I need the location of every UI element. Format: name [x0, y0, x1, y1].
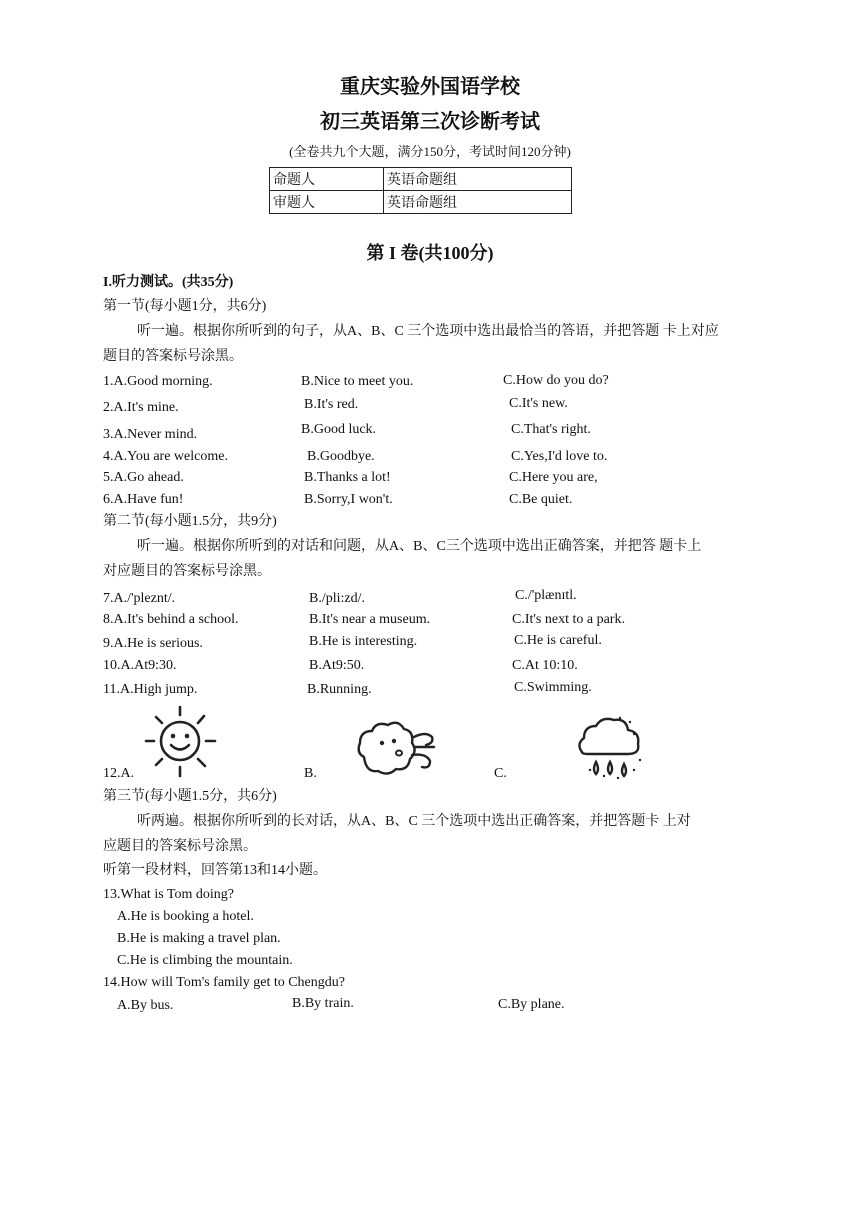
- option-a: 11.A.High jump.: [103, 682, 198, 697]
- question-stem: 13.What is Tom doing?: [103, 887, 234, 902]
- rain-cloud-icon: [574, 712, 648, 784]
- option-b: B.Running.: [307, 682, 372, 697]
- option-b: B.Nice to meet you.: [301, 374, 414, 389]
- part-title: 第 I 卷(共100分): [366, 243, 494, 263]
- option-a: 6.A.Have fun!: [103, 492, 184, 507]
- instruction-line: 对应题目的答案标号涂黑。: [103, 564, 271, 579]
- option-b: B.At9:50.: [309, 658, 365, 673]
- table-cell: 英语命题组: [384, 168, 572, 191]
- instruction-line: 应题目的答案标号涂黑。: [103, 839, 257, 854]
- instruction-line: 题目的答案标号涂黑。: [103, 349, 243, 364]
- option-c: C.He is careful.: [514, 633, 602, 648]
- info-table: [269, 167, 572, 214]
- instruction-line: 听一遍。根据你所听到的句子，从A、B、C 三个选项中选出最恰当的答语，并把答题 卡上对应: [137, 324, 719, 339]
- subsection-title: 第一节(每小题1分，共6分): [103, 299, 267, 314]
- option-a: 4.A.You are welcome.: [103, 449, 228, 464]
- option-b: B.He is interesting.: [309, 634, 418, 649]
- instruction-line: 听两遍。根据你所听到的长对话，从A、B、C 三个选项中选出正确答案，并把答题卡 上对: [137, 814, 691, 829]
- exam-note: (全卷共九个大题，满分150分，考试时间120分钟): [289, 144, 571, 159]
- table-cell: 审题人: [270, 191, 384, 214]
- option-c: C.Swimming.: [514, 680, 592, 695]
- question-stem: 14.How will Tom's family get to Chengdu?: [103, 975, 345, 990]
- wind-cloud-icon: [352, 717, 438, 781]
- option-b: B.Sorry,I won't.: [304, 492, 393, 507]
- option-c: C.: [494, 766, 507, 781]
- option-c: C./'plænɪtl.: [515, 588, 577, 603]
- option-a: 5.A.Go ahead.: [103, 470, 184, 485]
- subsection-title: 第二节(每小题1.5分，共9分): [103, 514, 277, 529]
- table-row: [270, 168, 572, 191]
- option-a: A.By bus.: [117, 998, 174, 1013]
- option-a: 2.A.It's mine.: [103, 400, 179, 415]
- option-a: A.He is booking a hotel.: [117, 909, 254, 924]
- option-a: 10.A.At9:30.: [103, 658, 177, 673]
- option-b: B.It's near a museum.: [309, 612, 431, 627]
- instruction-line: 听一遍。根据你所听到的对话和问题，从A、B、C三个选项中选出正确答案，并把答 题卡上: [137, 539, 702, 554]
- option-c: C.Be quiet.: [509, 492, 573, 507]
- option-c: C.By plane.: [498, 997, 565, 1012]
- table-cell: 命题人: [270, 168, 384, 191]
- option-c: C.He is climbing the mountain.: [117, 953, 293, 968]
- table-cell: 英语命题组: [384, 191, 572, 214]
- material-note: 听第一段材料，回答第13和14小题。: [103, 863, 327, 878]
- option-b: B.Goodbye.: [307, 449, 375, 464]
- option-b: B.: [304, 766, 317, 781]
- section-heading: I.听力测试。(共35分): [103, 275, 234, 290]
- option-c: C.It's new.: [509, 396, 568, 411]
- option-b: B./pli:zd/.: [309, 591, 365, 606]
- subsection-title: 第三节(每小题1.5分，共6分): [103, 789, 277, 804]
- exam-title: 初三英语第三次诊断考试: [320, 111, 540, 133]
- option-c: C.At 10:10.: [512, 658, 578, 673]
- option-c: C.That's right.: [511, 422, 591, 437]
- option-b: B.Thanks a lot!: [304, 470, 391, 485]
- sun-icon: [140, 704, 222, 780]
- option-c: C.Here you are,: [509, 470, 598, 485]
- option-b: B.It's red.: [304, 397, 359, 412]
- option-b: B.By train.: [292, 996, 354, 1011]
- table-row: [270, 191, 572, 214]
- option-b: B.Good luck.: [301, 422, 377, 437]
- option-c: C.It's next to a park.: [512, 612, 625, 627]
- option-a: 7.A./'pleznt/.: [103, 591, 176, 606]
- school-title: 重庆实验外国语学校: [340, 76, 520, 98]
- option-a: 12.A.: [103, 766, 135, 781]
- option-a: 3.A.Never mind.: [103, 427, 198, 442]
- option-c: C.Yes,I'd love to.: [511, 449, 608, 464]
- option-a: 1.A.Good morning.: [103, 374, 213, 389]
- option-a: 8.A.It's behind a school.: [103, 612, 239, 627]
- option-b: B.He is making a travel plan.: [117, 931, 281, 946]
- option-c: C.How do you do?: [503, 373, 609, 388]
- option-a: 9.A.He is serious.: [103, 636, 203, 651]
